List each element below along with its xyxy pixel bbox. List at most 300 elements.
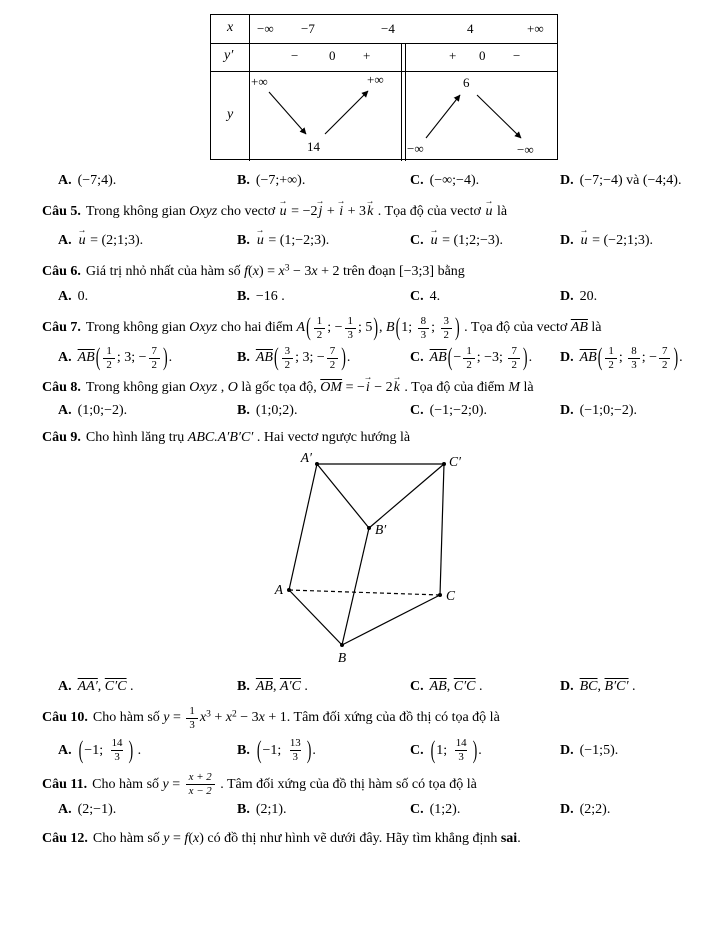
question-9-text (86, 430, 410, 445)
question-10-option-d (560, 740, 718, 761)
question-6-option-c (410, 286, 560, 307)
text-run: . (478, 742, 482, 758)
question-6-number: Câu 6. (42, 264, 81, 279)
question-11 (42, 771, 710, 797)
option-text (78, 403, 128, 418)
text-run: (−1;0;−2). (579, 403, 638, 419)
text-run: u → (279, 201, 288, 222)
yprime-sign: + (363, 48, 371, 63)
text-run: ABC.A′B′C′ (187, 430, 254, 446)
text-run: $\overline{BC}$ (579, 679, 598, 695)
option-text (78, 737, 142, 765)
text-run: cho hai điểm (217, 320, 297, 336)
option-text (430, 679, 483, 694)
question-7-option-d (560, 345, 718, 371)
option-label: A. (58, 289, 72, 304)
text-run: $\overline{OM}$ (320, 380, 343, 396)
text-run: (1;0;−2). (77, 403, 128, 419)
text-run: ) = (258, 264, 279, 279)
edge-b-c (342, 595, 440, 645)
arrow-up-to-infinity (325, 91, 368, 134)
yprime-sign: + (449, 48, 457, 63)
option-label: B. (237, 350, 250, 366)
text-run: , (272, 679, 280, 695)
text-run: ) (472, 737, 478, 765)
text-run: B (386, 320, 395, 336)
edge-b-b-prime (342, 528, 369, 645)
option-text (429, 345, 533, 373)
text-run: (2;−1). (77, 802, 117, 818)
text-run: = (−2;1;3). (588, 233, 654, 248)
question-9-option-a (58, 676, 237, 697)
question-7-option-b (237, 345, 410, 371)
question-9-option-d (560, 676, 718, 697)
text-run: y (163, 710, 170, 726)
fraction: $\frac{1}{2}$ (314, 315, 325, 341)
yprime-sign: 0 (479, 48, 486, 63)
text-run: . (528, 350, 533, 366)
text-run: [−3;3] (398, 264, 435, 279)
text-run: ; − (327, 320, 343, 336)
text-run: $\overline{AB}$ (77, 350, 95, 366)
x-value: +∞ (527, 21, 544, 36)
text-run: ( (430, 737, 436, 765)
text-run: u → (580, 230, 589, 251)
question-5-options (58, 230, 718, 251)
text-run: $\overline{AB}$ (429, 679, 447, 695)
text-run: $\overline{AB}$ (429, 350, 447, 366)
option-text (77, 345, 173, 373)
text-run: (−7;4). (77, 173, 117, 188)
option-text (256, 679, 308, 694)
text-run: i → (365, 377, 371, 398)
edge-a-a-prime (289, 464, 317, 590)
fraction: $\frac{7}{2}$ (659, 345, 670, 371)
option-text (430, 173, 480, 188)
fraction: $\frac{7}{2}$ (149, 345, 160, 371)
option-text (430, 403, 487, 418)
question-5-option-d (560, 230, 718, 251)
text-run: ( (306, 315, 311, 343)
text-run: ) (341, 345, 346, 373)
text-run: ; − (641, 350, 657, 366)
text-run: . (679, 350, 683, 366)
vertex-b-prime (367, 526, 371, 530)
option-label: A. (58, 233, 72, 248)
text-run: ) (454, 315, 460, 343)
prism-svg (272, 452, 467, 667)
answer-row (58, 170, 718, 191)
option-label: B. (237, 742, 250, 758)
text-run: = (1;−2;3). (264, 233, 330, 248)
x-value: −∞ (257, 21, 274, 36)
question-5-option-b (237, 230, 410, 251)
text-run: A (296, 320, 306, 336)
text-run: + (323, 204, 339, 219)
question-11-option-a (58, 799, 237, 820)
text-run: C′C (453, 679, 476, 695)
vertex-label-c-prime: C′ (449, 454, 461, 470)
text-run: ( (273, 345, 279, 373)
text-run: . Tọa độ của vectơ (460, 320, 571, 336)
answer-option-c (410, 170, 560, 191)
text-run: ( (447, 345, 453, 373)
text-run: (2;2). (579, 802, 611, 818)
option-label: A. (58, 350, 72, 366)
option-text (78, 289, 89, 304)
question-10-option-b (237, 737, 410, 763)
option-text (580, 289, 598, 304)
option-label: B. (237, 173, 250, 188)
text-run: , (97, 679, 105, 695)
option-label: B. (237, 802, 250, 818)
option-label: B. (237, 403, 250, 419)
text-run: Trong không gian (85, 380, 190, 396)
text-run: −1; (84, 742, 107, 758)
text-run: (−1;−2;0). (429, 403, 488, 419)
answer-option-d (560, 170, 718, 191)
question-11-options (58, 799, 718, 820)
option-label: C. (410, 403, 424, 419)
text-run: f (244, 264, 249, 279)
fraction: $\frac{14}{3}$ (111, 737, 123, 763)
option-label: A. (58, 742, 72, 758)
text-run: = (169, 710, 185, 726)
text-run: − (453, 350, 462, 366)
text-run: (1;0;2). (255, 403, 298, 419)
question-11-option-c (410, 799, 560, 820)
text-run: Oxyz (189, 204, 218, 219)
text-run: ; −3; (476, 350, 507, 366)
text-run: ) (522, 345, 528, 373)
option-text (580, 403, 637, 418)
text-run: ( (256, 737, 262, 765)
question-7-number: Câu 7. (42, 320, 81, 336)
vertex-c-prime (442, 462, 446, 466)
y-min: 14 (307, 139, 320, 154)
vertex-label-b-prime: B′ (375, 522, 387, 538)
question-7-option-c (410, 345, 560, 371)
option-text (580, 173, 682, 188)
option-text (256, 173, 306, 188)
text-run: = −2 (287, 204, 318, 219)
text-run: − 3 (236, 710, 259, 726)
text-run: Cho hàm số (92, 831, 164, 847)
y-limit: −∞ (407, 141, 424, 156)
vertex-label-a: A (274, 582, 283, 598)
option-text (78, 802, 117, 817)
option-text (580, 802, 611, 817)
text-run: f (184, 831, 189, 847)
question-12-text (93, 831, 521, 846)
text-run: − 3 (289, 264, 312, 279)
option-text (580, 743, 619, 758)
answer-option-b (237, 170, 410, 191)
text-run: ) (373, 315, 379, 343)
text-run: là (519, 380, 534, 396)
question-8-option-d (560, 400, 718, 421)
text-run: k → (366, 201, 374, 222)
question-12-number: Câu 12. (42, 831, 88, 847)
text-run: là gốc tọa độ, (237, 380, 321, 396)
question-5-number: Câu 5. (42, 204, 81, 219)
text-run: Trong không gian (85, 320, 190, 336)
question-6-option-d (560, 286, 718, 307)
text-run: −16 . (255, 289, 285, 304)
question-5 (42, 201, 710, 222)
text-run: (1;2). (429, 802, 461, 818)
question-10 (42, 705, 710, 731)
text-run: ( (395, 315, 401, 343)
text-run: = (168, 776, 184, 792)
text-run: ) (163, 345, 168, 373)
text-run: O (227, 380, 238, 396)
text-run: (2;1). (255, 802, 287, 818)
text-run: $\overline{AB}$ (579, 350, 597, 366)
text-run: Oxyz (189, 320, 218, 336)
option-text (430, 737, 482, 765)
option-label: D. (560, 350, 574, 366)
question-5-option-a (58, 230, 237, 251)
question-7-text (85, 315, 602, 343)
vertex-c (438, 593, 442, 597)
text-run: . (475, 679, 483, 695)
text-run: ; (618, 350, 627, 366)
text-run: . (168, 350, 173, 366)
edge-b-prime-c-prime (369, 464, 444, 528)
fraction: $\frac{1}{3}$ (186, 705, 197, 731)
text-run: . (346, 350, 351, 366)
text-run: ; 5 (357, 320, 373, 336)
text-run: B′C′ (604, 679, 629, 695)
option-label: C. (410, 742, 424, 758)
option-label: D. (560, 403, 574, 419)
text-run: . (628, 679, 636, 695)
text-run: là (493, 204, 508, 219)
answer-option-a (58, 170, 237, 191)
text-run: u → (484, 201, 493, 222)
text-run: 4. (429, 289, 441, 304)
text-run: = (169, 831, 185, 847)
edge-a-c-hidden (289, 590, 440, 595)
option-label: C. (410, 233, 424, 248)
text-run: 1; (436, 742, 451, 758)
option-label: B. (237, 289, 250, 304)
text-run: y (163, 831, 170, 847)
question-11-option-b (237, 799, 410, 820)
fraction: $\frac{8}{3}$ (628, 345, 639, 371)
text-run: k → (393, 377, 401, 398)
y-limit: −∞ (517, 142, 534, 157)
text-run: 1; (401, 320, 416, 336)
text-run: = − (342, 380, 365, 396)
question-7-options (58, 345, 718, 371)
question-8-number: Câu 8. (42, 380, 81, 396)
question-7 (42, 315, 710, 341)
vertex-label-a-prime: A′ (300, 452, 312, 466)
text-run: x (252, 264, 259, 279)
option-label: D. (560, 233, 574, 248)
option-text (256, 289, 285, 304)
text-run: Cho hàm số (92, 710, 164, 726)
fraction: $\frac{8}{3}$ (418, 315, 429, 341)
text-run: + 3 (344, 204, 367, 219)
variation-arrows (211, 15, 559, 161)
fraction: $\frac{7}{2}$ (327, 345, 338, 371)
fraction: $\frac{1}{2}$ (605, 345, 616, 371)
text-run: . (126, 679, 134, 695)
option-text (78, 233, 144, 248)
variation-table (210, 14, 558, 160)
text-run: . (134, 742, 142, 758)
vertex-a (287, 588, 291, 592)
option-label: D. (560, 289, 574, 304)
option-label: D. (560, 173, 574, 188)
edge-a-b (289, 590, 342, 645)
option-label: C. (410, 289, 424, 304)
question-8-text (86, 380, 534, 395)
text-run: (−∞;−4). (429, 173, 480, 188)
option-label: A. (58, 802, 72, 818)
prism-figure (272, 452, 467, 672)
text-run: ( (95, 345, 101, 373)
option-text (430, 802, 461, 817)
option-text (256, 802, 287, 817)
question-10-number: Câu 10. (42, 710, 88, 726)
fraction: $\frac{7}{2}$ (508, 345, 519, 371)
yprime-sign: 0 (329, 48, 336, 63)
question-6-options (58, 286, 718, 307)
option-label: D. (560, 802, 574, 818)
question-6-option-b (237, 286, 410, 307)
text-run: . (312, 742, 316, 758)
option-label: D. (560, 679, 574, 695)
option-label: C. (410, 350, 424, 366)
text-run: u → (430, 230, 439, 251)
y-limit: +∞ (367, 72, 384, 87)
option-text (256, 233, 329, 248)
text-run: x (192, 831, 200, 847)
text-run: (−7;−4) và (−4;4). (579, 173, 682, 188)
question-8-option-a (58, 400, 237, 421)
arrow-down-to-min (269, 92, 306, 134)
yprime-sign: − (291, 48, 299, 63)
question-8-option-b (237, 400, 410, 421)
text-run: $\overline{AB}$ (570, 320, 588, 336)
text-run: x (225, 710, 232, 726)
option-label: A. (58, 173, 72, 188)
option-text (430, 289, 441, 304)
text-run: − 2 (370, 380, 393, 396)
option-label: B. (237, 679, 250, 695)
text-run: ( (597, 345, 603, 373)
text-run: ; 3; − (116, 350, 147, 366)
text-run: , (446, 679, 454, 695)
text-run: . (300, 679, 308, 695)
text-run: , (217, 380, 228, 396)
text-run: ( (188, 831, 193, 847)
text-run: Cho hàm số (92, 776, 163, 792)
text-run: . Hai vectơ ngược hướng là (253, 430, 411, 446)
option-label: D. (560, 742, 574, 758)
text-run: ) (128, 737, 134, 765)
option-label: C. (410, 173, 424, 188)
question-12 (42, 828, 710, 849)
text-run: i → (338, 201, 344, 222)
text-run: là (587, 320, 602, 336)
option-text (256, 737, 316, 765)
text-run: . Tọa độ của vectơ (374, 204, 485, 219)
option-text (580, 233, 653, 248)
text-run: u → (78, 230, 87, 251)
y-limit: +∞ (251, 74, 268, 89)
question-10-option-a (58, 737, 237, 763)
question-6-option-a (58, 286, 237, 307)
question-9-number: Câu 9. (42, 430, 81, 446)
text-run: C′C (104, 679, 127, 695)
option-label: A. (58, 679, 72, 695)
text-run: (−1;5). (579, 742, 619, 758)
question-10-options (58, 737, 718, 763)
fraction: $\frac{1}{2}$ (463, 345, 474, 371)
question-9-option-c (410, 676, 560, 697)
text-run: bằng (434, 264, 465, 279)
fraction: $\frac{3}{2}$ (441, 315, 452, 341)
fraction: $\frac{13}{3}$ (289, 737, 301, 763)
option-text (579, 345, 683, 373)
arrow-up-to-max (426, 95, 460, 138)
question-8-options (58, 400, 718, 421)
option-text (255, 345, 351, 373)
text-run: y (162, 776, 169, 792)
fraction: $\frac{14}{3}$ (455, 737, 467, 763)
text-run: . Tọa độ của điểm (400, 380, 509, 396)
question-9-option-b (237, 676, 410, 697)
question-11-number: Câu 11. (42, 776, 88, 792)
text-run: Giá trị nhỏ nhất của hàm số (85, 264, 245, 279)
text-run: , (597, 679, 605, 695)
x-value: −7 (301, 21, 315, 36)
question-5-text (86, 204, 507, 219)
option-text (580, 679, 636, 694)
vertex-a-prime (315, 462, 319, 466)
text-run: $\overline{AB}$ (255, 679, 273, 695)
text-run: Trong không gian (85, 204, 190, 219)
question-10-text (92, 705, 500, 731)
text-run: x (311, 264, 318, 279)
text-run: M (508, 380, 520, 396)
table-x-label: x (227, 20, 234, 35)
fraction: $\frac{x + 2}{x - 2}$ (186, 771, 215, 797)
question-11-option-d (560, 799, 718, 820)
question-9 (42, 427, 710, 448)
edge-c-c-prime (440, 464, 444, 595)
question-8 (42, 377, 710, 398)
text-run: x (199, 710, 207, 726)
text-run: (−7;+∞). (255, 173, 306, 188)
text-run: 20. (579, 289, 598, 304)
text-run: = (1;2;−3). (438, 233, 504, 248)
x-value: −4 (381, 21, 395, 36)
vertex-b (340, 643, 344, 647)
table-yprime-label: y′ (224, 48, 234, 63)
text-run: , (379, 320, 387, 336)
text-run: + (210, 710, 226, 726)
vertex-label-b: B (337, 650, 347, 666)
text-run: ( (78, 737, 84, 765)
option-label: B. (237, 233, 250, 248)
option-label: C. (410, 802, 424, 818)
